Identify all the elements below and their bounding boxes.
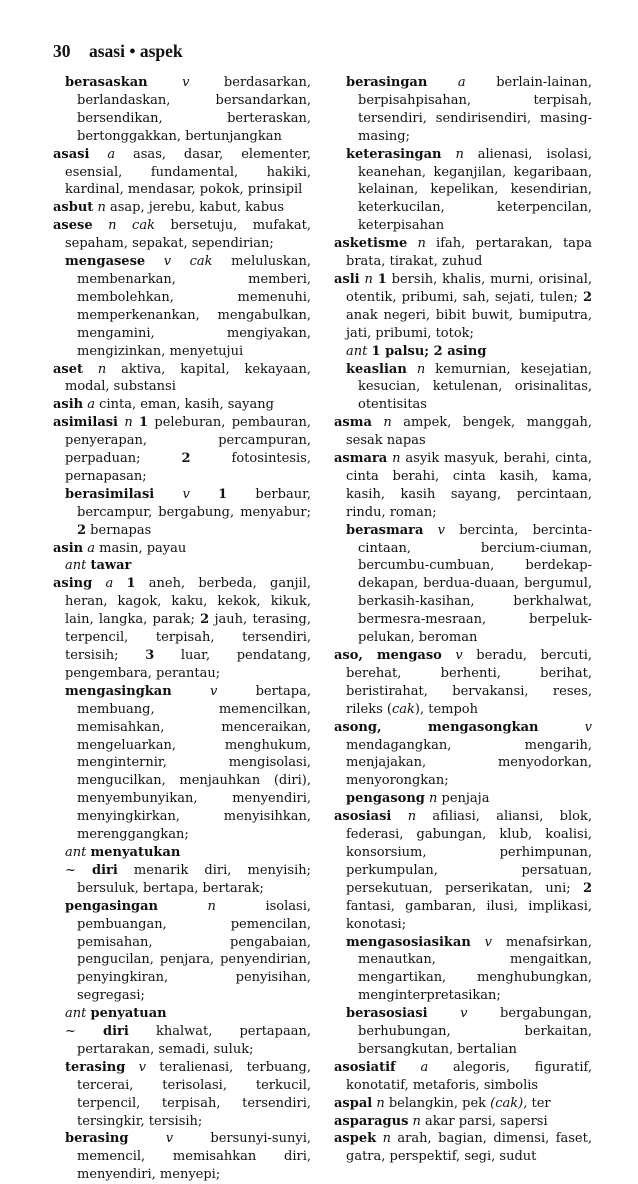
dictionary-subentry	[334, 934, 592, 1006]
headword: asbut	[53, 200, 94, 216]
dictionary-entry	[334, 1130, 592, 1166]
part-of-speech-label: ant	[65, 1006, 87, 1022]
dictionary-subentry	[334, 790, 592, 808]
part-of-speech-label: ant	[65, 558, 87, 574]
part-of-speech-label: n	[412, 1113, 421, 1129]
dictionary-entry	[53, 361, 311, 397]
part-of-speech-label: n	[416, 361, 426, 377]
headword: berasingan	[346, 75, 428, 90]
headword: keaslian	[346, 361, 407, 377]
part-of-speech-label: a	[87, 397, 96, 413]
definition-text	[407, 236, 417, 251]
definition-text: ~	[65, 1024, 104, 1040]
dictionary-subentry	[53, 557, 311, 575]
headword: 3	[145, 648, 155, 663]
definition-text: kemurnian, kesejatian, kesucian, ketulenan, orisinalitas, otentisitas	[358, 361, 592, 413]
part-of-speech-label: a	[107, 146, 116, 162]
definition-text	[428, 1006, 461, 1021]
definition-text: isolasi, pembuangan, pemencilan, pemisahan, pengabaian, pengucilan, penjara, penyendirian, penyingkiran, penyisihan, segregasi;	[77, 898, 311, 1004]
headword: 1	[126, 576, 136, 592]
part-of-speech-label: v	[455, 648, 463, 663]
page-header	[53, 41, 613, 65]
dictionary-entry	[334, 719, 592, 791]
dictionary-entry	[53, 414, 311, 486]
headword: berasosiasi	[346, 1006, 428, 1022]
headword: asparagus	[334, 1113, 409, 1129]
definition-text	[92, 576, 105, 591]
headword: 2	[181, 451, 191, 467]
dictionary-subentry	[334, 522, 592, 647]
definition-text: asap, jerebu, kabut, kabus	[105, 200, 285, 216]
definition-text	[538, 720, 584, 735]
part-of-speech-label: n cak	[108, 218, 155, 234]
headword: mengasingkan	[65, 683, 172, 699]
definition-text: bertapa, membuang, memencilkan, memisahkan, menceraikan, mengeluarkan, menghukum, menginternir, mengisolasi, mengucilkan, menjauhkan (diri), menyembunyikan, menyendiri, menyingkirkan, menyisihkan, merenggangkan;	[77, 683, 311, 843]
part-of-speech-label: n	[97, 361, 107, 377]
part-of-speech-label: v	[182, 75, 190, 90]
left-column	[53, 74, 311, 1184]
part-of-speech-label: v	[460, 1006, 468, 1022]
part-of-speech-label: n	[364, 271, 373, 287]
part-of-speech-label: ant	[346, 343, 368, 359]
part-of-speech-label: n	[455, 146, 464, 162]
definition-text: asas, dasar, elementer, esensial, fundamental, hakiki, kardinal, mendasar, pokok, prinsipil	[65, 146, 311, 198]
dictionary-subentry	[334, 1005, 592, 1059]
dictionary-subentry	[334, 146, 592, 236]
definition-text: luar, pendatang, pengembara, perantau;	[65, 648, 311, 681]
definition-text: cinta, eman, kasih, sayang	[95, 397, 274, 413]
headword: tawar	[90, 558, 132, 574]
definition-text: fotosintesis, pernapasan;	[65, 451, 311, 484]
definition-text: khalwat, pertapaan, pertarakan, semadi, suluk;	[77, 1024, 311, 1057]
dictionary-entry	[53, 540, 311, 558]
dictionary-subentry	[53, 683, 311, 844]
headword: 2	[582, 880, 592, 896]
part-of-speech-label: n	[392, 451, 401, 467]
dictionary-subentry	[53, 1130, 311, 1184]
part-of-speech-label: n	[376, 1095, 385, 1111]
dictionary-entry	[53, 396, 311, 414]
headword: asma	[334, 415, 372, 431]
part-of-speech-label: n	[383, 415, 392, 431]
headword: asin	[53, 540, 84, 556]
headword: asimilasi	[53, 415, 118, 431]
part-of-speech-label: v	[437, 522, 445, 538]
headword: asong, mengasongkan	[334, 719, 539, 735]
dictionary-entry	[334, 271, 592, 343]
part-of-speech-label: n	[407, 809, 417, 825]
dictionary-entry	[334, 1059, 592, 1095]
part-of-speech-label: v	[209, 683, 218, 699]
definition-text	[83, 362, 98, 377]
definition-text: masin, payau	[95, 540, 187, 556]
definition-text: berbaur, bercampur, bergabung, menyabur;	[77, 486, 312, 520]
headword: 1 palsu; 2 asing	[371, 343, 487, 359]
definition-text	[158, 899, 208, 914]
dictionary-entry	[334, 235, 592, 271]
definition-text	[396, 1060, 421, 1075]
definition-text	[148, 75, 183, 90]
dictionary-entry	[334, 450, 592, 522]
headword: aset	[53, 361, 84, 377]
headword: 1	[218, 486, 228, 502]
dictionary-subentry	[53, 486, 311, 540]
dictionary-subentry	[334, 74, 592, 146]
definition-text: bersih, khalis, murni, orisinal, otentik, pribumi, sah, sejati, tulen;	[346, 271, 592, 305]
headword: asasi	[53, 146, 90, 162]
dictionary-subentry	[53, 862, 311, 898]
part-of-speech-label: v cak	[163, 254, 213, 270]
headword: aspek	[334, 1131, 377, 1147]
definition-text: bersunyi-sunyi, memencil, memisahkan diri, menyendiri, menyepi;	[77, 1131, 311, 1183]
definition-text: bercinta, bercinta-cintaan, bercium-ciuman, bercumbu-cumbuan, berdekap-dekapan, berdua-duaan, bergumul, berkasih-kasihan, berkhalwat, bermesra-mesraan, berpeluk-pelukan, beroman	[358, 522, 592, 646]
part-of-speech-label: n	[124, 415, 133, 431]
headword: asih	[53, 397, 84, 413]
headword: 2	[77, 522, 87, 538]
headword: mengasosiasikan	[346, 934, 471, 950]
part-of-speech-label: n	[417, 236, 426, 252]
definition-text: penjaja	[437, 791, 490, 807]
definition-text	[89, 147, 107, 162]
page-title: asasi • aspek	[89, 41, 183, 61]
definition-text: jauh, terasing, terpencil, terpisah, tersendiri, tersisih;	[65, 612, 311, 663]
headword: terasing	[65, 1059, 126, 1075]
definition-text: belangkin, pek	[384, 1095, 491, 1111]
part-of-speech-label: cak	[391, 701, 415, 717]
part-of-speech-label: a	[420, 1059, 429, 1075]
definition-text	[442, 147, 456, 162]
definition-text	[172, 684, 210, 699]
definition-text: berlain-lainan, berpisahpisahan, terpisah, tersendiri, sendirisendiri, masing-masing;	[358, 75, 592, 144]
part-of-speech-label: v	[182, 486, 190, 502]
definition-text	[128, 1131, 165, 1146]
definition-text	[442, 648, 456, 663]
dictionary-entry	[334, 808, 592, 933]
dictionary-entry	[53, 217, 311, 253]
definition-text: menarik diri, menyisih; bersuluk, bertapa, bertarak;	[77, 862, 311, 896]
headword: aspal	[334, 1095, 373, 1111]
dictionary-subentry	[53, 1023, 311, 1059]
definition-text	[190, 487, 218, 502]
definition-text: ~	[65, 862, 92, 878]
dictionary-entry	[334, 414, 592, 450]
part-of-speech-label: n	[382, 1131, 391, 1147]
definition-text: berdasarkan, berlandaskan, bersandarkan, bersendikan, berteraskan, bertonggakkan, bertunjangkan	[77, 75, 311, 144]
headword: penyatuan	[90, 1006, 167, 1022]
dictionary-subentry	[53, 74, 311, 146]
headword: berasing	[65, 1131, 129, 1147]
definition-text: ), tempoh	[414, 701, 479, 717]
definition-text	[407, 362, 417, 377]
headword: asese	[53, 218, 93, 234]
definition-text	[154, 487, 182, 502]
right-column	[334, 74, 592, 1166]
definition-text	[372, 415, 383, 430]
dictionary-entry	[334, 1113, 592, 1131]
headword: pengasong	[346, 791, 425, 807]
dictionary-subentry	[334, 361, 592, 415]
headword: diri	[92, 862, 118, 878]
definition-text	[471, 935, 485, 950]
dictionary-entry	[334, 647, 592, 719]
headword: asmara	[334, 451, 388, 467]
part-of-speech-label: a	[87, 540, 96, 556]
headword: 2	[582, 289, 592, 305]
definition-text: bernapas	[86, 522, 152, 538]
definition-text	[93, 218, 109, 233]
definition-text	[423, 523, 437, 538]
headword: asketisme	[334, 236, 408, 252]
definition-text	[113, 576, 126, 591]
headword: diri	[103, 1024, 129, 1040]
dictionary-subentry	[53, 844, 311, 862]
headword: berasmara	[346, 522, 424, 538]
dictionary-entry	[53, 146, 311, 200]
part-of-speech-label: n	[207, 898, 216, 914]
definition-text	[427, 75, 458, 90]
definition-text: bersetuju, mufakat, sepaham, sepakat, sependirian;	[65, 218, 311, 252]
definition-text: alienasi, isolasi, keanehan, keganjilan, kegaribaan, kelainan, kepelikan, kesendirian, keterkucilan, keterpencilan, keterpisahan	[358, 146, 592, 234]
headword: berasimilasi	[65, 486, 155, 502]
page-number: 30	[53, 41, 71, 61]
definition-text: aneh, berbeda, ganjil, heran, kagok, kaku, kekok, kikuk, lain, langka, parak;	[65, 576, 311, 628]
headword: 1	[139, 415, 149, 431]
definition-text: ter	[527, 1095, 551, 1111]
definition-text: fantasi, gambaran, ilusi, implikasi, konotasi;	[346, 898, 592, 932]
headword: mengasese	[65, 254, 146, 270]
dictionary-subentry	[53, 1059, 311, 1131]
part-of-speech-label: n	[97, 200, 106, 216]
definition-text: anak negeri, bibit buwit, bumiputra, jati, pribumi, totok;	[346, 307, 592, 341]
headword: 1	[377, 271, 387, 287]
definition-text	[145, 254, 164, 269]
part-of-speech-label: ant	[65, 844, 87, 860]
headword: asosiasi	[334, 809, 392, 825]
dictionary-subentry	[53, 253, 311, 360]
headword: keterasingan	[346, 146, 442, 162]
dictionary-entry	[53, 575, 311, 682]
headword: asli	[334, 271, 360, 287]
definition-text: bergabungan, berhubungan, berkaitan, bersangkutan, bertalian	[358, 1006, 592, 1057]
headword: pengasingan	[65, 898, 158, 914]
definition-text: arah, bagian, dimensi, faset, gatra, perspektif, segi, sudut	[346, 1131, 592, 1165]
definition-text: aktiva, kapital, kekayaan, modal, substansi	[65, 361, 311, 395]
part-of-speech-label: v	[138, 1059, 147, 1075]
headword: aso, mengaso	[334, 648, 442, 663]
part-of-speech-label: n	[429, 791, 438, 807]
definition-text: asyik masyuk, berahi, cinta, cinta berahi, cinta kasih, kama, kasih, kasih sayang, percintaan, rindu, roman;	[346, 451, 592, 520]
part-of-speech-label: a	[457, 75, 466, 90]
part-of-speech-label: v	[484, 934, 493, 950]
definition-text: akar parsi, sapersi	[420, 1113, 548, 1129]
dictionary-subentry	[53, 898, 311, 1005]
dictionary-subentry	[53, 1005, 311, 1023]
part-of-speech-label: v	[165, 1131, 174, 1147]
headword: asosiatif	[334, 1059, 396, 1075]
definition-text: meluluskan, membenarkan, memberi, membolehkan, memenuhi, memperkenankan, mengabulkan, mengamini, mengiyakan, mengizinkan, menyetujui	[77, 254, 311, 359]
part-of-speech-label: v	[584, 719, 592, 735]
dictionary-entry	[334, 1095, 592, 1113]
headword: asing	[53, 576, 93, 592]
definition-text	[125, 1060, 138, 1075]
headword: berasaskan	[65, 75, 148, 90]
definition-text: menafsirkan, menautkan, mengaitkan, mengartikan, menghubungkan, menginterpretasikan;	[358, 934, 592, 1004]
definition-text: ifah, pertarakan, tapa brata, tirakat, zuhud	[346, 236, 592, 270]
definition-text	[391, 809, 407, 824]
definition-text: afiliasi, aliansi, blok, federasi, gabungan, klub, koalisi, konsorsium, perhimpunan, perkumpulan, persatuan, persekutuan, perserikatan, uni;	[346, 809, 592, 896]
headword: menyatukan	[90, 844, 181, 860]
part-of-speech-label: (cak),	[490, 1095, 528, 1111]
definition-text: alegoris, figuratif, konotatif, metaforis, simbolis	[346, 1059, 592, 1093]
headword: 2	[200, 612, 210, 628]
part-of-speech-label: a	[105, 576, 114, 592]
dictionary-subentry	[334, 343, 592, 361]
dictionary-entry	[53, 199, 311, 217]
definition-text: mendagangkan, mengarih, menjajakan, menyodorkan, menyorongkan;	[346, 737, 592, 789]
definition-text: peleburan, pembauran, penyerapan, percampuran, perpaduan;	[65, 415, 311, 467]
definition-text: teralienasi, terbuang, tercerai, terisolasi, terkucil, terpencil, terpisah, tersendiri, tersingkir, tersisih;	[77, 1059, 311, 1129]
definition-text: beradu, bercuti, berehat, berhenti, berihat, beristirahat, bervakansi, reses, rileks (	[346, 648, 592, 717]
definition-text: ampek, bengek, manggah, sesak napas	[346, 415, 592, 449]
